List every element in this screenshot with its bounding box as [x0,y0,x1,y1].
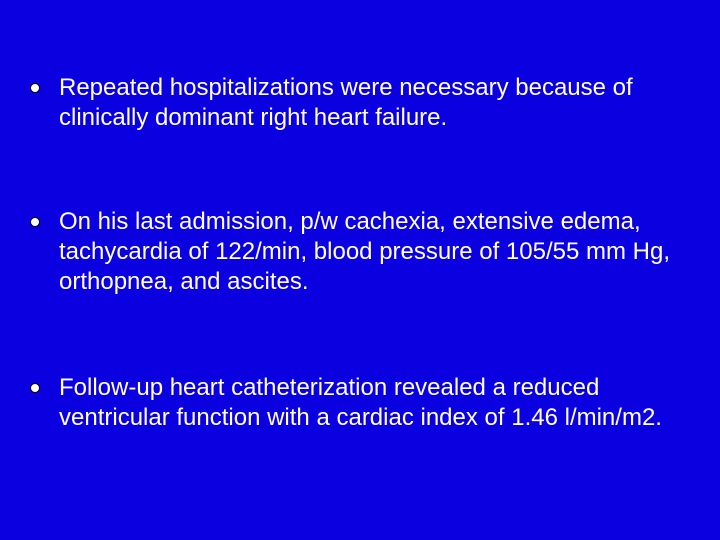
bullet-text: Repeated hospitalizations were necessary because of clinically dominant right heart failure. [59,74,633,131]
bullet-item [30,207,700,297]
bullet-text: On his last admission, p/w cachexia, extensive edema, tachycardia of 122/min, blood pressure of 105/55 mm Hg, orthopnea, and ascites. [59,208,670,295]
bullet-icon [30,373,59,403]
bullet-icon [30,73,59,103]
bullet-icon [30,207,59,237]
bullet-item [30,73,700,133]
bullet-item [30,373,700,433]
bullet-text: Follow-up heart catheterization revealed a reduced ventricular function with a cardiac index of 1.46 l/min/m2. [59,374,662,431]
